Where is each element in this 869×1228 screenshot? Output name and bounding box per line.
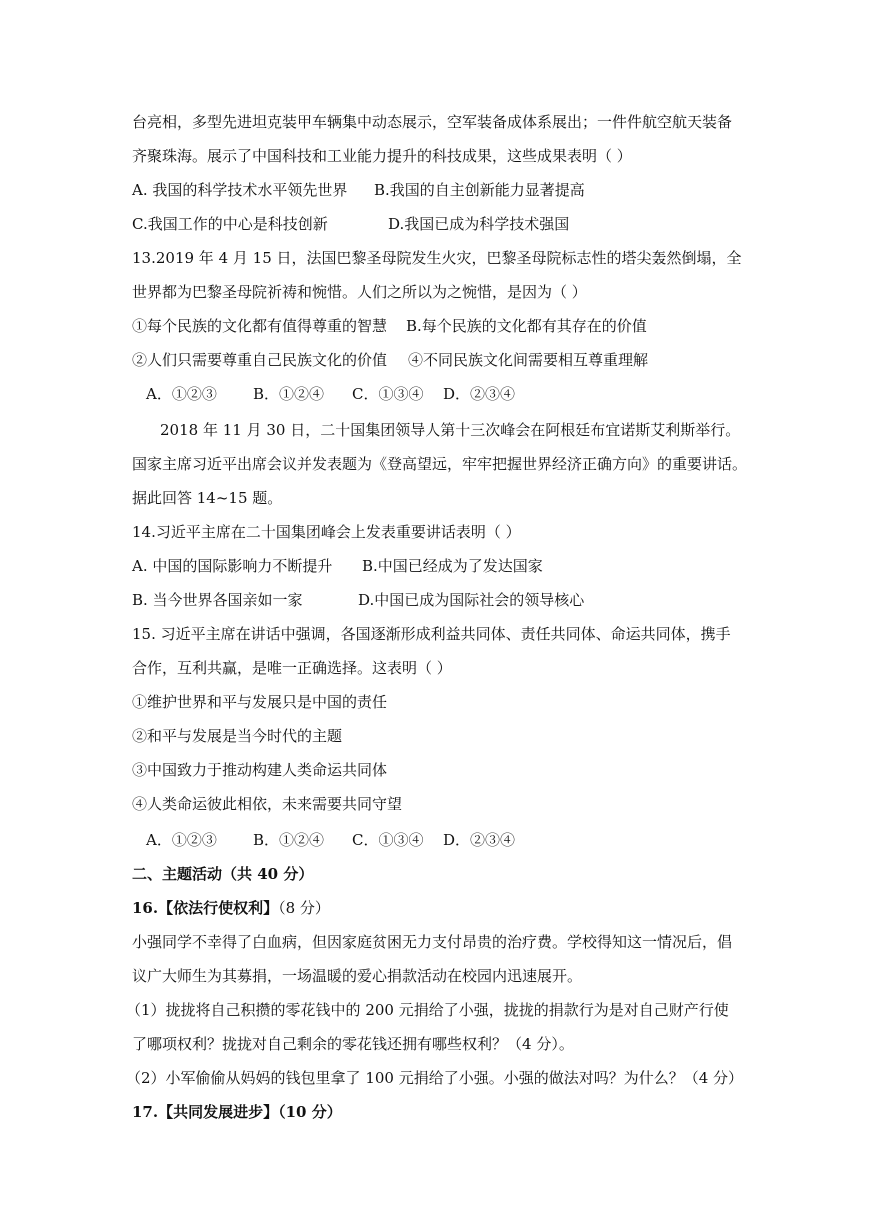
q13-option-a: A．①②③	[146, 385, 217, 403]
q15-option-a: A．①②③	[146, 831, 217, 849]
q16-paragraph-line2: 议广大师生为其募捐，一场温暖的爱心捐款活动在校园内迅速展开。	[132, 967, 583, 985]
q12-option-c: C.我国工作的中心是科技创新	[132, 215, 328, 233]
q12-option-a: A. 我国的科学技术水平领先世界	[132, 181, 348, 199]
material-line2: 国家主席习近平出席会议并发表题为《登高望远，牢牢把握世界经济正确方向》的重要讲话。	[132, 455, 748, 473]
q13-statement-4: ④不同民族文化间需要相互尊重理解	[408, 351, 649, 369]
q14-stem: 14.习近平主席在二十国集团峰会上发表重要讲话表明（ ）	[132, 523, 521, 541]
q12-option-b: B.我国的自主创新能力显著提高	[374, 181, 585, 199]
q16-paragraph-line1: 小强同学不幸得了白血病，但因家庭贫困无力支付昂贵的治疗费。学校得知这一情况后，倡	[132, 933, 733, 951]
q16-sub1-line2: 了哪项权利？拢拢对自己剩余的零花钱还拥有哪些权利？（4 分）。	[132, 1035, 574, 1053]
q16-title-line	[132, 898, 330, 918]
q13-option-c: C．①③④	[352, 385, 424, 403]
q13-stem-line1: 13.2019 年 4 月 15 日，法国巴黎圣母院发生火灾，巴黎圣母院标志性的塔尖轰然倒塌，全	[132, 249, 742, 267]
q13-option-b: B．①②④	[253, 385, 325, 403]
q14-option-a: A. 中国的国际影响力不断提升	[132, 557, 333, 575]
q12-text-line2: 齐聚珠海。展示了中国科技和工业能力提升的科技成果，这些成果表明（ ）	[132, 147, 632, 165]
q12-option-d: D.我国已成为科学技术强国	[388, 215, 570, 233]
section-heading: 二、主题活动（共 40 分）	[132, 865, 314, 883]
q15-option-b: B．①②④	[253, 831, 325, 849]
q14-option-b: B.中国已经成为了发达国家	[362, 557, 543, 575]
material-line1: 2018 年 11 月 30 日，二十国集团领导人第十三次峰会在阿根廷布宜诺斯艾利斯举行。	[160, 421, 741, 439]
q17-title-line	[132, 1102, 342, 1122]
q13-option-d: D．②③④	[443, 385, 516, 403]
q16-title: 16.【依法行使权利】	[132, 899, 279, 917]
q15-stem-line2: 合作，互利共赢，是唯一正确选择。这表明（ ）	[132, 659, 452, 677]
q17-title: 17.【共同发展进步】	[132, 1103, 279, 1121]
q16-sub2: （2）小军偷偷从妈妈的钱包里拿了 100 元捐给了小强。小强的做法对吗？为什么？（4 分）	[126, 1069, 744, 1087]
q14-option-c: B. 当今世界各国亲如一家	[132, 591, 303, 609]
q14-option-d: D.中国已成为国际社会的领导核心	[358, 591, 585, 609]
q16-sub1-line1: （1）拢拢将自己积攒的零花钱中的 200 元捐给了小强，拢拢的捐款行为是对自己财产行使	[126, 1001, 729, 1019]
q13-stem-line2: 世界都为巴黎圣母院祈祷和惋惜。人们之所以为之惋惜，是因为（ ）	[132, 283, 587, 301]
q15-statement-3: ③中国致力于推动构建人类命运共同体	[132, 761, 388, 779]
q15-statement-4: ④人类命运彼此相依，未来需要共同守望	[132, 795, 403, 813]
q17-score: （10 分）	[278, 1103, 342, 1121]
q15-option-c: C．①③④	[352, 831, 424, 849]
q15-option-d: D．②③④	[443, 831, 516, 849]
q15-statement-2: ②和平与发展是当今时代的主题	[132, 727, 343, 745]
q15-statement-1: ①维护世界和平与发展只是中国的责任	[132, 693, 388, 711]
material-line3: 据此回答 14~15 题。	[132, 489, 283, 507]
q13-statement-2: B.每个民族的文化都有其存在的价值	[406, 317, 647, 335]
q13-statement-3: ②人们只需要尊重自己民族文化的价值	[132, 351, 388, 369]
q13-statement-1: ①每个民族的文化都有值得尊重的智慧	[132, 317, 388, 335]
q15-stem-line1: 15. 习近平主席在讲话中强调，各国逐渐形成利益共同体、责任共同体、命运共同体，携手	[132, 625, 731, 643]
q16-score: （8 分）	[278, 899, 330, 917]
q12-text-line1: 台亮相，多型先进坦克装甲车辆集中动态展示，空军装备成体系展出；一件件航空航天装备	[132, 113, 733, 131]
